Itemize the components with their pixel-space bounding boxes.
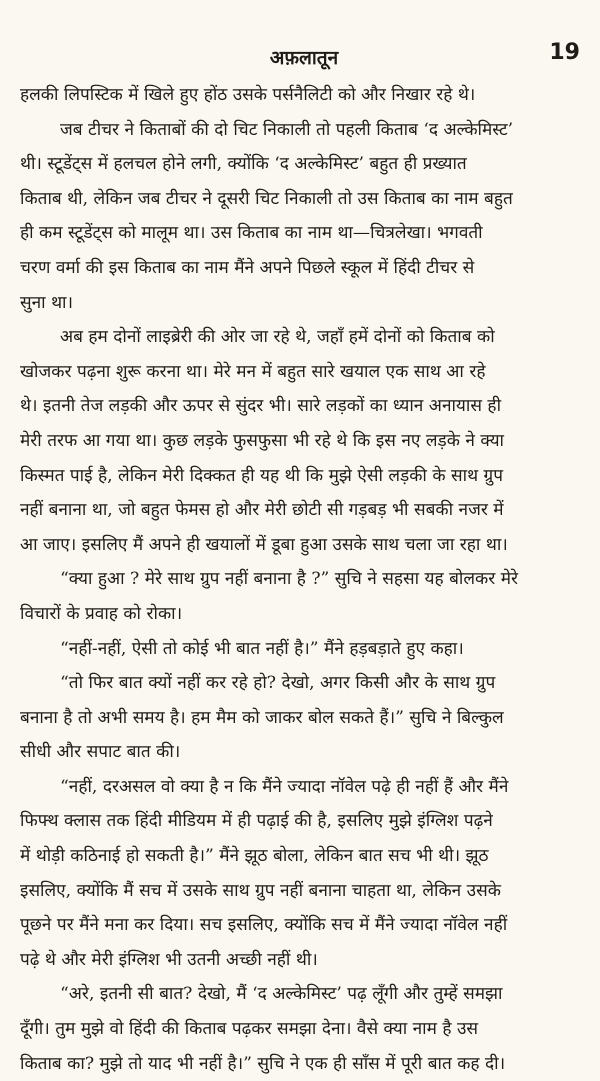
page-number: 19 xyxy=(549,40,580,65)
text-line: “तो फिर बात क्यों नहीं कर रहे हो? देखो, अगर किसी और के साथ ग्रुप xyxy=(60,673,496,694)
text-line: सुना था। xyxy=(20,292,74,313)
text-line: फिफ्थ क्लास तक हिंदी मीडियम में ही पढ़ाई की है, इसलिए मुझे इंग्लिश पढ़ने xyxy=(20,811,493,832)
text-line: किताब थी, लेकिन जब टीचर ने दूसरी चिट निकाली तो उस किताब का नाम बहुत xyxy=(20,188,513,209)
text-line: पूछने पर मैंने मना कर दिया। सच इसलिए, क्योंकि सच में मैंने ज्यादा नॉवेल नहीं xyxy=(20,915,508,936)
text-line: नहीं बनाना था, जो बहुत फेमस हो और मेरी छोटी सी गड़बड़ भी सबकी नजर में xyxy=(20,500,504,521)
text-line: विचारों के प्रवाह को रोका। xyxy=(20,603,183,624)
text-line: दूँगी। तुम मुझे वो हिंदी की किताब पढ़कर समझा देना। वैसे क्या नाम है उस xyxy=(20,1019,478,1040)
text-line: थी। स्टूडेंट्स में हलचल होने लगी, क्योंकि ‘द अल्केमिस्ट’ बहुत ही प्रख्यात xyxy=(20,154,467,175)
text-line: इसलिए, क्योंकि मैं सच में उसके साथ ग्रुप नहीं बनाना चाहता था, लेकिन उसके xyxy=(20,880,501,901)
text-line: चरण वर्मा की इस किताब का नाम मैंने अपने पिछले स्कूल में हिंदी टीचर से xyxy=(20,257,475,278)
text-line: बनाना है तो अभी समय है। हम मैम को जाकर बोल सकते हैं।” सुचि ने बिल्कुल xyxy=(20,707,504,728)
body-text xyxy=(20,78,588,1081)
text-line: सीधी और सपाट बात की। xyxy=(20,742,181,763)
text-line: “नहीं, दरअसल वो क्या है न कि मैंने ज्यादा नॉवेल पढ़े ही नहीं हैं और मैंने xyxy=(60,776,509,797)
running-title: अफ़लातून xyxy=(269,47,339,69)
text-line: थे। इतनी तेज लड़की और ऊपर से सुंदर भी। सारे लड़कों का ध्यान अनायास ही xyxy=(20,396,502,417)
text-line: में थोड़ी कठिनाई हो सकती है।” मैंने झूठ बोला, लेकिन बात सच भी थी। झूठ xyxy=(20,846,489,867)
text-line: किस्मत पाई है, लेकिन मेरी दिक्कत ही यह थी कि मुझे ऐसी लड़की के साथ ग्रुप xyxy=(20,465,503,486)
text-line: “क्या हुआ ? मेरे साथ ग्रुप नहीं बनाना है ?” सुचि ने सहसा यह बोलकर मेरे xyxy=(60,569,519,590)
text-line: खोजकर पढ़ना शुरू करना था। मेरे मन में बहुत सारे खयाल एक साथ आ रहे xyxy=(20,361,486,382)
text-line: किताब का? मुझे तो याद भी नहीं है।” सुचि ने एक ही साँस में पूरी बात कह दी। xyxy=(20,1053,506,1074)
text-line: आ जाए। इसलिए मैं अपने ही खयालों में डूबा हुआ उसके साथ चला जा रहा था। xyxy=(20,534,508,555)
text-line: ही कम स्टूडेंट्स को मालूम था। उस किताब का नाम था—चित्रलेखा। भगवती xyxy=(20,223,483,244)
text-line: मेरी तरफ आ गया था। कुछ लड़के फुसफुसा भी रहे थे कि इस नए लड़के ने क्या xyxy=(20,430,504,451)
text-line: जब टीचर ने किताबों की दो चिट निकाली तो पहली किताब ‘द अल्केमिस्ट’ xyxy=(60,119,514,140)
text-line: “नहीं-नहीं, ऐसी तो कोई भी बात नहीं है।” मैंने हड़बड़ाते हुए कहा। xyxy=(60,638,464,659)
text-line: पढ़े थे और मेरी इंग्लिश भी उतनी अच्छी नहीं थी। xyxy=(20,949,318,970)
text-line: हलकी लिपस्टिक में खिले हुए होंठ उसके पर्सनैलिटी को और निखार रहे थे। xyxy=(20,85,476,105)
page-header xyxy=(20,34,588,78)
text-line: “अरे, इतनी सी बात? देखो, मैं ‘द अल्केमिस्ट’ पढ़ लूँगी और तुम्हें समझा xyxy=(60,984,503,1005)
text-line: अब हम दोनों लाइब्रेरी की ओर जा रहे थे, जहाँ हमें दोनों को किताब को xyxy=(60,327,495,348)
